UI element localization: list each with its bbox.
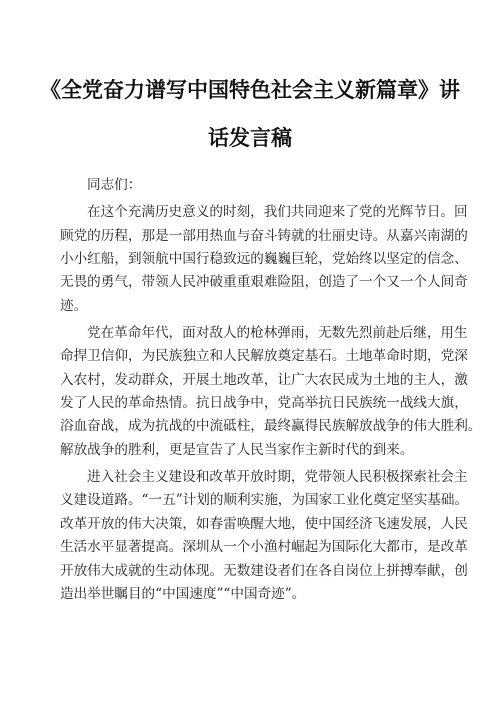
paragraph-line: 党在革命年代，面对敌人的枪林弹雨，无数先烈前赴后继，用生 xyxy=(87,325,468,342)
paragraph-line: 迹。 xyxy=(60,297,88,314)
paragraph-line: 发了人民的革命热情。抗日战争中，党高举抗日民族统一战线大旗， xyxy=(60,395,468,412)
paragraph-line: 浴血奋战，成为抗战的中流砥柱，最终赢得民族解放战争的伟大胜利。 xyxy=(60,418,482,435)
paragraph-line: 在这个充满历史意义的时刻，我们共同迎来了党的光辉节日。回 xyxy=(87,204,468,221)
document-title-line-1: 《全党奋力谱写中国特色社会主义新篇章》讲 xyxy=(40,78,460,102)
paragraph-1 xyxy=(60,201,468,318)
paragraph-line: 改革开放的伟大决策，如春雷唤醒大地，使中国经济飞速发展，人民 xyxy=(60,515,468,532)
paragraph-line: 开放伟大成就的生动体现。无数建设者们在各自岗位上拼搏奉献，创 xyxy=(60,562,468,579)
paragraph-line: 造出举世瞩目的“中国速度”“中国奇迹”。 xyxy=(60,585,306,602)
paragraph-line: 生活水平显著提高。深圳从一个小渔村崛起为国际化大都市，是改革 xyxy=(60,539,468,556)
paragraph-line: 解放战争的胜利，更是宣告了人民当家作主新时代的到来。 xyxy=(60,441,414,458)
paragraph-line: 命捍卫信仰，为民族独立和人民解放奠定基石。土地革命时期，党深 xyxy=(60,348,468,365)
paragraph-3 xyxy=(60,466,469,606)
paragraph-line: 顾党的历程，那是一部用热血与奋斗铸就的壮丽史诗。从嘉兴南湖的 xyxy=(60,227,468,244)
paragraph-line: 无畏的勇气，带领人民冲破重重艰难险阻，创造了一个又一个人间奇 xyxy=(60,274,468,291)
paragraph-line: 进入社会主义建设和改革开放时期，党带领人民积极探索社会主 xyxy=(87,469,468,486)
paragraph-line: 入农村，发动群众，开展土地改革，让广大农民成为土地的主人，激 xyxy=(60,371,468,388)
paragraph-line: 义建设道路。“一五”计划的顺利实施，为国家工业化奠定坚实基础。 xyxy=(60,492,469,509)
paragraph-2 xyxy=(60,322,482,462)
salutation: 同志们： xyxy=(87,177,142,193)
document-body xyxy=(60,174,482,606)
paragraph-line: 小小红船，到领航中国行稳致远的巍巍巨轮，党始终以坚定的信念、 xyxy=(60,251,468,268)
document-title-line-2: 话发言稿 xyxy=(208,126,292,150)
